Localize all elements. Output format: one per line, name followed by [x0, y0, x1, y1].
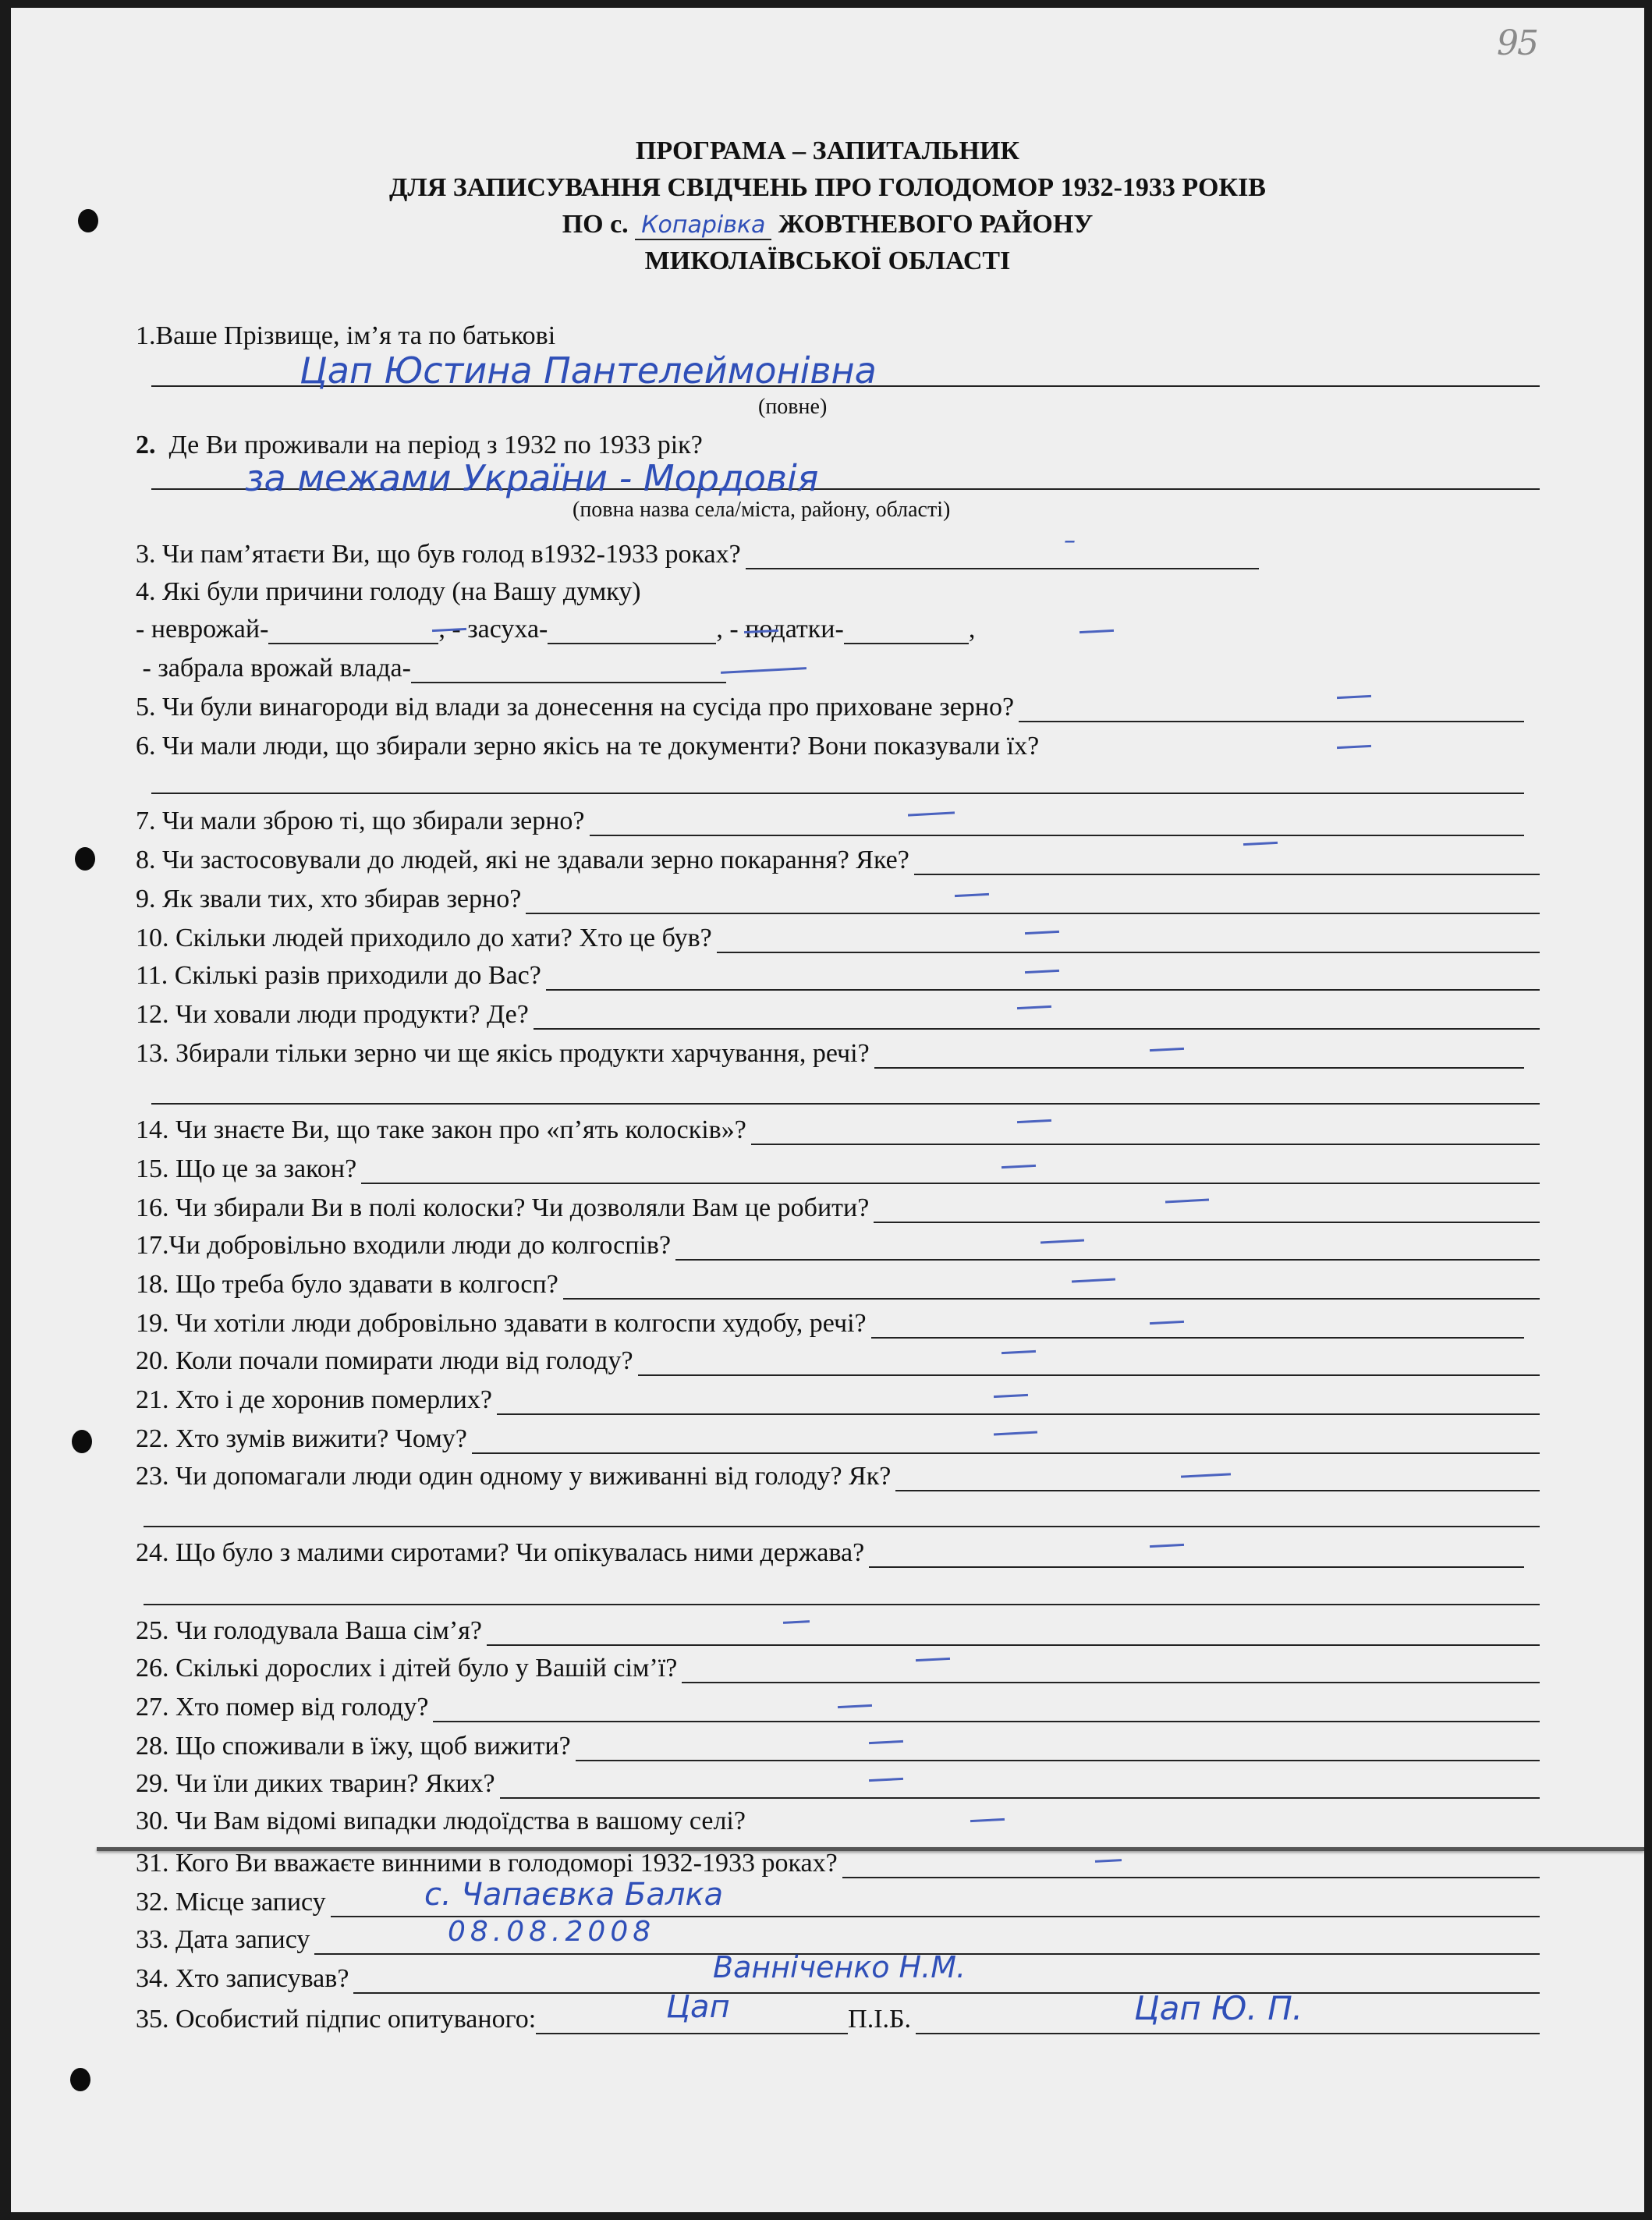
signature-handwritten: Цап	[666, 1989, 730, 2025]
title-district: ЖОВТНЕВОГО РАЙОНУ	[778, 210, 1094, 239]
answer-4-zasukha[interactable]	[548, 638, 716, 644]
answer-4-vlada[interactable]	[411, 677, 726, 683]
answer-line-29[interactable]	[500, 1793, 1540, 1799]
answer-line-11[interactable]	[546, 984, 1540, 991]
question-4-vlada: - забрала врожай влада-	[136, 654, 1540, 683]
answer-line-13b[interactable]	[151, 1103, 1540, 1105]
question-5: 5. Чи були винагороди від влади за донесення на сусіда про приховане зерно?	[136, 693, 1524, 722]
answer-line-16[interactable]	[874, 1217, 1540, 1223]
answer-line-14[interactable]	[751, 1139, 1540, 1145]
question-25: 25. Чи голодувала Ваша сім’я?	[136, 1616, 1540, 1646]
pib-handwritten: Цап Ю. П.	[1134, 1989, 1303, 2027]
answer-line-7[interactable]	[590, 830, 1524, 836]
caption-full: (повне)	[758, 395, 828, 419]
caption-full-address: (повна назва села/міста, району, області)	[573, 498, 951, 522]
question-14: 14. Чи знаєте Ви, що таке закон про «п’ять колосків»?	[136, 1115, 1540, 1145]
answer-line-12[interactable]	[534, 1023, 1540, 1030]
answer-line-18[interactable]	[563, 1293, 1540, 1300]
answer-line-21[interactable]	[497, 1409, 1540, 1415]
question-19: 19. Чи хотіли люди добровільно здавати в колгоспи худобу, речі?	[136, 1309, 1524, 1339]
question-34: 34. Хто записував?	[136, 1964, 1540, 1994]
answer-line-28[interactable]	[576, 1755, 1540, 1761]
title-line-4: МИКОЛАЇВСЬКОЇ ОБЛАСТІ	[644, 246, 1011, 275]
answer-line-24[interactable]	[869, 1562, 1524, 1568]
answer-4-neurozhai[interactable]	[268, 638, 438, 644]
answer-line-13[interactable]	[874, 1062, 1524, 1069]
question-11: 11. Скількі разів приходили до Вас?	[136, 961, 1540, 991]
question-29: 29. Чи їли диких тварин? Яких?	[136, 1769, 1540, 1799]
answer-line-15[interactable]	[361, 1178, 1540, 1184]
question-32: 32. Місце запису	[136, 1888, 1540, 1917]
question-22: 22. Хто зумів вижити? Чому?	[136, 1424, 1540, 1454]
answer-line-23b[interactable]	[144, 1526, 1540, 1527]
question-17: 17.Чи добровільно входили люди до колгоспів?	[136, 1231, 1540, 1261]
title-line-2: ДЛЯ ЗАПИСУВАННЯ СВІДЧЕНЬ ПРО ГОЛОДОМОР 1932-1933 РОКІВ	[389, 173, 1266, 202]
answer-line-8[interactable]	[914, 869, 1540, 875]
answer-4-podatky[interactable]	[844, 638, 969, 644]
answer-line-6[interactable]	[151, 793, 1524, 794]
answer-line-3[interactable]	[746, 563, 1259, 569]
title-village-prefix: ПО с.	[562, 210, 629, 239]
question-2-label: 2. Де Ви проживали на період з 1932 по 1933 рік?	[136, 431, 703, 459]
signature-line[interactable]	[536, 2028, 848, 2034]
question-33: 33. Дата запису	[136, 1925, 1540, 1955]
punch-hole	[70, 2068, 90, 2091]
question-35: 35. Особистий підпис опитуваного: П.І.Б.	[136, 2005, 1540, 2034]
answer-line-23[interactable]	[895, 1485, 1540, 1491]
answer-line-25[interactable]	[487, 1640, 1540, 1646]
page-number: 95	[1497, 23, 1537, 63]
answer-line-9[interactable]	[526, 908, 1540, 914]
punch-hole	[75, 847, 95, 871]
question-21: 21. Хто і де хоронив померлих?	[136, 1385, 1540, 1415]
question-9: 9. Як звали тих, хто збирав зерно?	[136, 885, 1540, 914]
question-8: 8. Чи застосовували до людей, які не здавали зерно покарання? Яке?	[136, 846, 1540, 875]
title-line-1: ПРОГРАМА – ЗАПИТАЛЬНИК	[635, 137, 1020, 165]
question-1-label: 1.Ваше Прізвище, ім’я та по батькові	[136, 321, 556, 350]
question-20: 20. Коли почали помирати люди від голоду?	[136, 1346, 1540, 1376]
question-7: 7. Чи мали зброю ті, що збирали зерно?	[136, 807, 1524, 836]
question-24: 24. Що було з малими сиротами? Чи опікувалась ними держава?	[136, 1538, 1524, 1568]
question-10: 10. Скільки людей приходило до хати? Хто це був?	[136, 924, 1540, 953]
answer-line-22[interactable]	[472, 1448, 1540, 1454]
question-6: 6. Чи мали люди, що збирали зерно якісь на те документи? Вони показували їх?	[136, 732, 1040, 761]
question-3: 3. Чи пам’ятаєти Ви, що був голод в1932-1933 роках?	[136, 540, 1259, 569]
question-16: 16. Чи збирали Ви в полі колоски? Чи дозволяли Вам це робити?	[136, 1193, 1540, 1223]
village-name-handwritten: Копарівка	[635, 211, 771, 240]
answer-34-handwritten: Ванніченко Н.М.	[713, 1950, 966, 1984]
answer-1-handwritten: Цап Юстина Пантелеймонівна	[300, 349, 877, 392]
question-12: 12. Чи ховали люди продукти? Де?	[136, 1000, 1540, 1030]
pib-line[interactable]	[916, 2028, 1540, 2034]
answer-32-handwritten: с. Чапаєвка Балка	[424, 1877, 724, 1913]
answer-line-20[interactable]	[638, 1370, 1540, 1376]
question-28: 28. Що споживали в їжу, щоб вижити?	[136, 1732, 1540, 1761]
answer-line-31[interactable]	[842, 1872, 1540, 1878]
answer-line-26[interactable]	[682, 1677, 1540, 1683]
answer-2-handwritten: за межами України - Мордовія	[245, 457, 819, 499]
question-18: 18. Що треба було здавати в колгосп?	[136, 1270, 1540, 1300]
answer-line-19[interactable]	[871, 1332, 1524, 1339]
question-13: 13. Збирали тільки зерно чи ще якісь продукти харчування, речі?	[136, 1039, 1524, 1069]
question-27: 27. Хто помер від голоду?	[136, 1693, 1540, 1722]
question-4-label: 4. Які були причини голоду (на Вашу думку)	[136, 577, 641, 606]
answer-33-handwritten: 08.08.2008	[448, 1916, 656, 1948]
answer-line-5[interactable]	[1019, 716, 1524, 722]
questionnaire-sheet	[11, 8, 1644, 2212]
answer-3-dash: –	[1064, 527, 1076, 555]
question-4-options: - неврожай- , - засуха- , - податки- ,	[136, 615, 976, 644]
punch-hole	[72, 1430, 92, 1453]
answer-line-27[interactable]	[433, 1716, 1540, 1722]
answer-line-24b[interactable]	[144, 1604, 1540, 1605]
answer-line-34[interactable]	[353, 1988, 1540, 1994]
answer-line-10[interactable]	[717, 947, 1540, 953]
question-26: 26. Скількі дорослих і дітей було у Вашій сім’ї?	[136, 1654, 1540, 1683]
title-line-3	[11, 210, 1644, 239]
question-31: 31. Кого Ви вважаєте винними в голодоморі 1932-1933 роках?	[136, 1849, 1540, 1878]
question-15: 15. Що це за закон?	[136, 1154, 1540, 1184]
question-30: 30. Чи Вам відомі випадки людоїдства в вашому селі?	[136, 1807, 746, 1835]
answer-line-17[interactable]	[675, 1254, 1540, 1261]
question-23: 23. Чи допомагали люди один одному у виживанні від голоду? Як?	[136, 1462, 1540, 1491]
